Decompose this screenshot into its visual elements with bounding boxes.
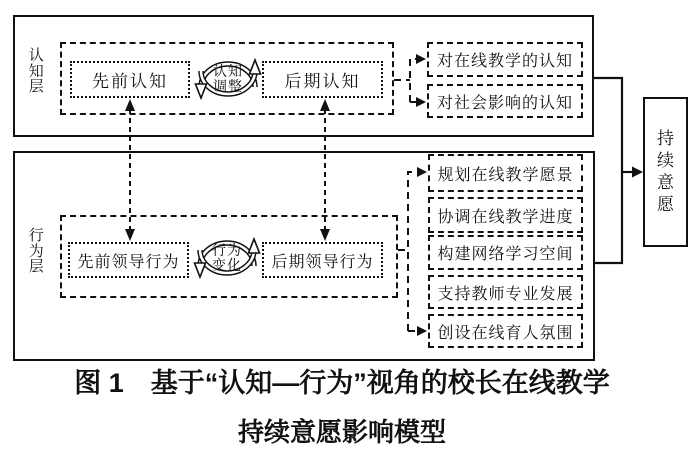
behavior-outcome-box	[428, 235, 583, 270]
cognition-outcome-box	[427, 42, 583, 77]
intention-label: 持续意愿	[657, 129, 674, 214]
cognition-outcome-box	[427, 84, 583, 118]
behavior-outcome-box	[428, 275, 583, 309]
behavior-layer-label: 行为层	[28, 227, 44, 275]
layers-to-intention-connector	[594, 78, 643, 263]
cognition-outcome-label: 对社会影响的认知	[436, 94, 573, 112]
behavior-outcome-label: 协调在线教学进度	[437, 208, 574, 226]
cognition-adjust-label: 认知 调整	[213, 63, 243, 94]
later-behavior-box	[262, 242, 383, 278]
figure-caption-line2: 持续意愿影响模型	[237, 417, 446, 447]
figure-caption	[10, 366, 674, 449]
behavior-outcome-label: 创设在线育人氛围	[437, 324, 574, 342]
cognition-outcome-label: 对在线教学的认知	[436, 53, 573, 70]
behavior-outcome-label: 支持教师专业发展	[437, 285, 574, 303]
behavior-outcome-box	[428, 197, 583, 233]
prior-behavior-box	[68, 242, 189, 278]
prior-cognition-label: 先前认知	[92, 72, 168, 91]
figure-caption-line1: 图 1 基于“认知—行为”视角的校长在线教学	[74, 368, 610, 398]
behavior-outcome-box	[428, 154, 583, 192]
later-cognition-label: 后期认知	[284, 72, 361, 91]
later-cognition-box	[262, 61, 383, 98]
behavior-change-cycle	[193, 227, 261, 289]
intention-box	[643, 97, 688, 247]
cognition-adjust-cycle	[194, 48, 262, 110]
behavior-change-label: 行为 变化	[212, 242, 242, 273]
cognition-layer-label: 认知层	[28, 47, 44, 95]
behavior-outcome-label: 构建网络学习空间	[437, 246, 574, 263]
later-behavior-label: 后期领导行为	[271, 253, 374, 271]
behavior-outcome-box	[428, 314, 583, 348]
prior-behavior-label: 先前领导行为	[77, 253, 180, 271]
prior-cognition-box	[70, 61, 190, 98]
behavior-outcome-label: 规划在线教学愿景	[437, 166, 574, 184]
